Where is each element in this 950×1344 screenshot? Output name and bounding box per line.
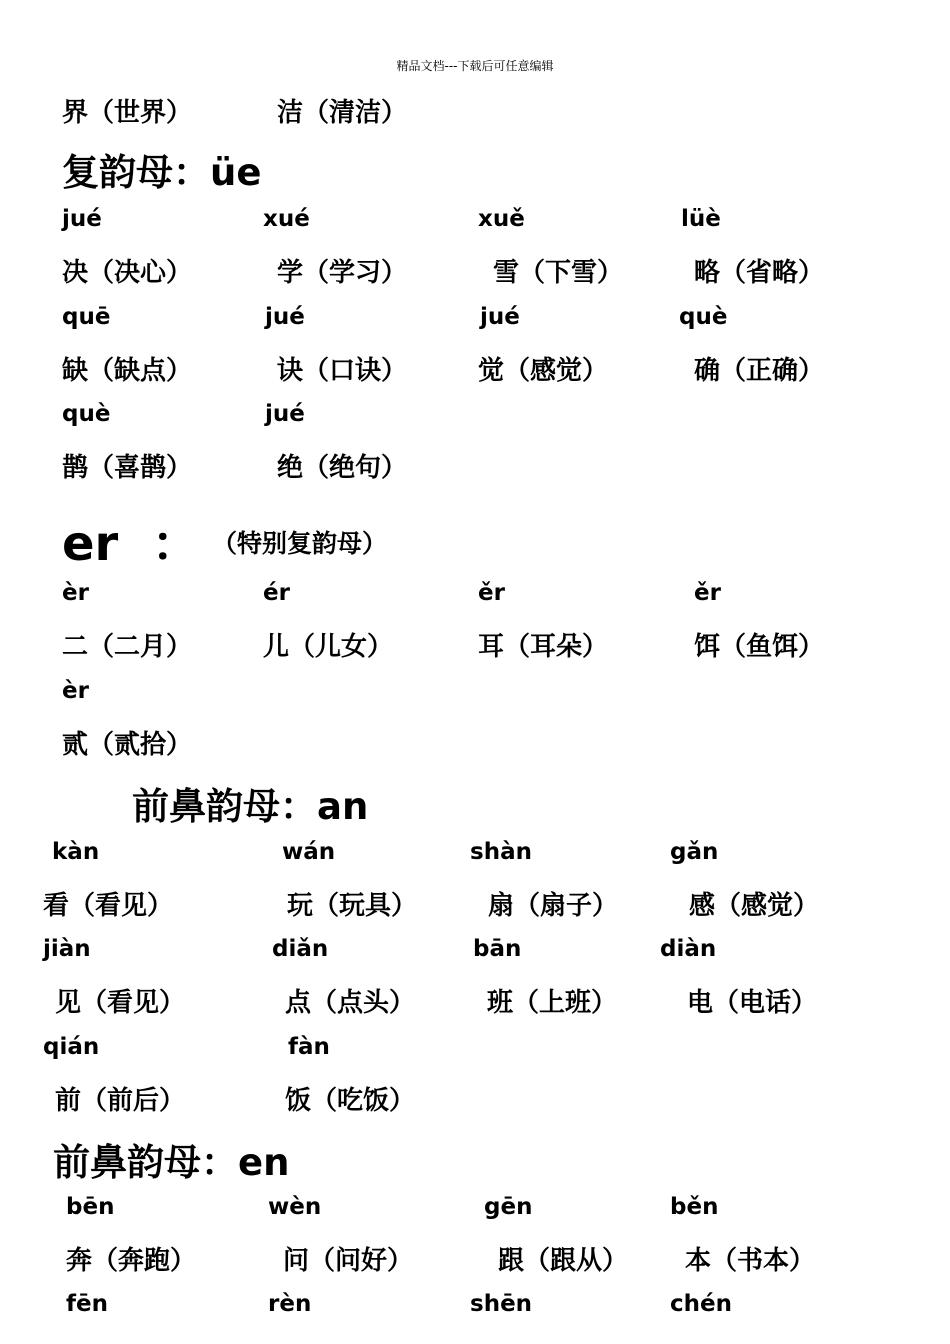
section-heading-en: 前鼻韵母：en <box>53 1141 290 1184</box>
section-heading-ue: 复韵母：üe <box>62 151 262 194</box>
pinyin: què <box>679 304 728 330</box>
pinyin: xuě <box>478 206 525 232</box>
word-entry: 本（书本） <box>685 1246 816 1276</box>
pinyin: diàn <box>660 936 717 962</box>
word-entry: 确（正确） <box>694 356 825 386</box>
pinyin: ěr <box>694 580 721 606</box>
word-entry: 看（看见） <box>43 891 174 921</box>
word-entry: 觉（感觉） <box>478 356 609 386</box>
pinyin: shàn <box>470 839 532 865</box>
word-entry: 贰（贰拾） <box>62 730 193 760</box>
word-entry: 略（省略） <box>694 258 825 288</box>
pinyin: qián <box>43 1034 100 1060</box>
pinyin: diǎn <box>272 936 329 962</box>
word-entry: 奔（奔跑） <box>66 1246 197 1276</box>
word-entry: 缺（缺点） <box>62 356 193 386</box>
word-entry: 饵（鱼饵） <box>694 632 825 662</box>
pinyin: chén <box>670 1291 732 1317</box>
section-heading-er: er ： <box>62 516 200 572</box>
pinyin: běn <box>670 1194 719 1220</box>
pinyin: rèn <box>268 1291 312 1317</box>
pinyin: wán <box>282 839 336 865</box>
word-entry: 雪（下雪） <box>493 258 624 288</box>
pinyin: ěr <box>478 580 505 606</box>
pinyin: shēn <box>470 1291 533 1317</box>
word-entry: 耳（耳朵） <box>478 632 609 662</box>
pinyin: jué <box>265 401 305 427</box>
pinyin: què <box>62 401 111 427</box>
section-subtitle: （特别复韵母） <box>212 529 388 558</box>
pinyin: gēn <box>484 1194 533 1220</box>
word-entry: 洁（清洁） <box>277 98 408 128</box>
word-entry: 决（决心） <box>62 258 193 288</box>
word-entry: 绝（绝句） <box>277 453 408 483</box>
pinyin: xué <box>263 206 310 232</box>
pinyin: bān <box>473 936 522 962</box>
word-entry: 鹊（喜鹊） <box>62 453 193 483</box>
pinyin: wèn <box>268 1194 322 1220</box>
word-entry: 感（感觉） <box>689 891 820 921</box>
pinyin: bēn <box>66 1194 115 1220</box>
pinyin: jué <box>265 304 305 330</box>
pinyin: kàn <box>52 839 100 865</box>
pinyin: èr <box>62 678 89 704</box>
word-entry: 前（前后） <box>55 1086 186 1116</box>
pinyin: èr <box>62 580 89 606</box>
word-entry: 儿（儿女） <box>263 632 394 662</box>
word-entry: 玩（玩具） <box>287 891 418 921</box>
word-entry: 界（世界） <box>62 98 193 128</box>
word-entry: 学（学习） <box>277 258 408 288</box>
word-entry: 扇（扇子） <box>488 891 619 921</box>
pinyin: jué <box>480 304 520 330</box>
word-entry: 跟（跟从） <box>498 1246 629 1276</box>
pinyin: quē <box>62 304 111 330</box>
word-entry: 诀（口诀） <box>277 356 408 386</box>
word-entry: 班（上班） <box>487 988 618 1018</box>
pinyin: jiàn <box>43 936 91 962</box>
word-entry: 二（二月） <box>62 632 193 662</box>
word-entry: 饭（吃饭） <box>285 1086 416 1116</box>
word-entry: 见（看见） <box>55 988 186 1018</box>
pinyin: jué <box>62 206 102 232</box>
pinyin: fàn <box>288 1034 330 1060</box>
pinyin: fēn <box>66 1291 108 1317</box>
word-entry: 电（电话） <box>687 988 818 1018</box>
pinyin: ér <box>263 580 290 606</box>
page-header: 精品文档---下载后可任意编辑 <box>396 59 554 73</box>
word-entry: 问（问好） <box>283 1246 414 1276</box>
pinyin: gǎn <box>670 839 719 865</box>
word-entry: 点（点头） <box>285 988 416 1018</box>
section-heading-an: 前鼻韵母：an <box>132 785 369 828</box>
pinyin: lüè <box>681 206 721 232</box>
